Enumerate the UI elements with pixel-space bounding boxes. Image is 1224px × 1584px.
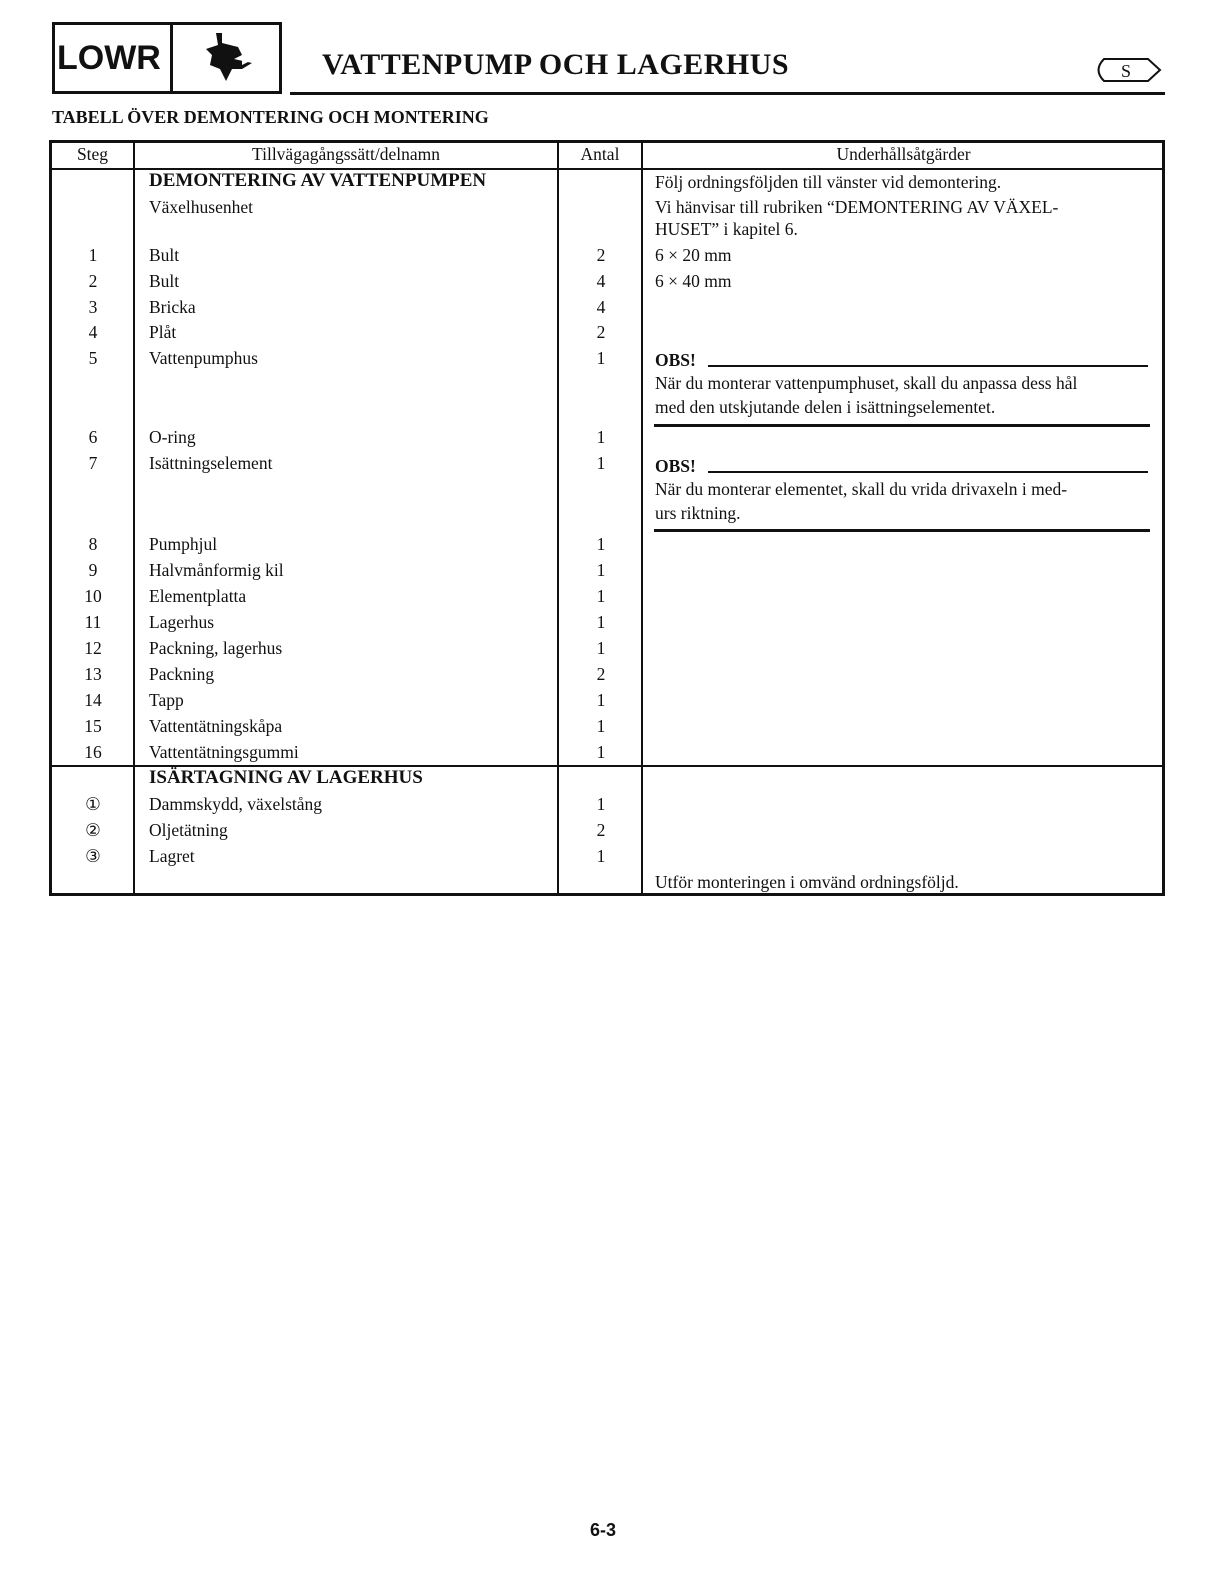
part-name: Pumphjul — [149, 534, 218, 554]
page-title: VATTENPUMP OCH LAGERHUS — [322, 48, 790, 81]
step-number: 13 — [84, 664, 102, 684]
part-quantity: 1 — [596, 716, 606, 736]
remark-text: HUSET” i kapitel 6. — [655, 219, 798, 239]
part-quantity: 1 — [596, 560, 606, 580]
lower-unit-icon — [176, 25, 279, 91]
step-number: 2 — [88, 271, 98, 291]
caution-text: När du monterar elementet, skall du vrida drivaxeln i med- — [655, 479, 1068, 499]
part-quantity: 2 — [596, 322, 606, 342]
step-number: 8 — [88, 534, 98, 554]
part-name: Lagret — [149, 846, 195, 866]
part-name: Bult — [149, 271, 180, 291]
part-name: O-ring — [149, 427, 196, 447]
part-quantity: 4 — [596, 271, 606, 291]
language-badge — [1090, 56, 1162, 84]
step-number: 3 — [88, 297, 98, 317]
step-number: 9 — [88, 560, 98, 580]
part-name: Dammskydd, växelstång — [149, 794, 323, 814]
caution-end-rule — [654, 424, 1150, 427]
part-quantity: 1 — [596, 348, 606, 368]
disassembly-table — [49, 140, 1165, 896]
part-name: Isättningselement — [149, 453, 273, 473]
remark-text: 6 × 20 mm — [655, 245, 732, 265]
assembly-name: Växelhusenhet — [149, 197, 253, 217]
part-name: Vattenpumphus — [149, 348, 258, 368]
remark-text: Följ ordningsföljden till vänster vid demontering. — [655, 172, 1002, 192]
title-rule — [290, 92, 1165, 95]
step-number: ② — [85, 820, 101, 840]
step-number: 5 — [88, 348, 98, 368]
part-name: Tapp — [149, 690, 184, 710]
part-quantity: 1 — [596, 534, 606, 554]
step-number: 6 — [88, 427, 98, 447]
step-number: 10 — [84, 586, 102, 606]
part-name: Bult — [149, 245, 180, 265]
remark-text: Vi hänvisar till rubriken “DEMONTERING AV VÄXEL- — [655, 197, 1059, 217]
remark-text: Utför monteringen i omvänd ordningsföljd. — [655, 872, 959, 892]
step-number: 4 — [88, 322, 98, 342]
part-name: Elementplatta — [149, 586, 247, 606]
column-header-procedure: Tillvägagångssätt/delnamn — [252, 144, 440, 164]
column-header-step: Steg — [76, 144, 109, 164]
step-number: 16 — [84, 742, 102, 762]
part-quantity: 1 — [596, 690, 606, 710]
section-heading: DEMONTERING AV VATTENPUMPEN — [149, 170, 487, 191]
remark-text: 6 × 40 mm — [655, 271, 732, 291]
step-number: ① — [85, 794, 101, 814]
part-name: Bricka — [149, 297, 196, 317]
step-number: 14 — [84, 690, 102, 710]
caution-label: OBS! — [655, 456, 696, 476]
part-name: Vattentätningskåpa — [149, 716, 283, 736]
part-quantity: 1 — [596, 846, 606, 866]
part-name: Oljetätning — [149, 820, 228, 840]
caution-text: urs riktning. — [655, 503, 741, 523]
part-quantity: 4 — [596, 297, 606, 317]
part-name: Packning — [149, 664, 215, 684]
caution-end-rule — [654, 529, 1150, 532]
step-number: 15 — [84, 716, 102, 736]
part-name: Packning, lagerhus — [149, 638, 283, 658]
step-number: 7 — [88, 453, 98, 473]
column-header-remarks: Underhållsåtgärder — [836, 144, 971, 164]
part-quantity: 1 — [596, 638, 606, 658]
part-quantity: 2 — [596, 664, 606, 684]
caution-rule — [708, 365, 1148, 367]
part-quantity: 1 — [596, 586, 606, 606]
part-name: Vattentätningsgummi — [149, 742, 299, 762]
part-quantity: 2 — [596, 820, 606, 840]
part-quantity: 2 — [596, 245, 606, 265]
caution-label: OBS! — [655, 350, 696, 370]
part-quantity: 1 — [596, 427, 606, 447]
part-quantity: 1 — [596, 794, 606, 814]
page-number: 6-3 — [590, 1520, 617, 1540]
part-quantity: 1 — [596, 612, 606, 632]
column-header-quantity: Antal — [580, 144, 620, 164]
part-quantity: 1 — [596, 742, 606, 762]
caution-text: När du monterar vattenpumphuset, skall du anpassa dess hål — [655, 373, 1078, 393]
column-divider — [557, 143, 559, 893]
part-name: Halvmånformig kil — [149, 560, 284, 580]
section-heading: ISÄRTAGNING AV LAGERHUS — [149, 767, 423, 788]
part-name: Plåt — [149, 322, 177, 342]
step-number: ③ — [85, 846, 101, 866]
section-header-box — [52, 22, 282, 94]
section-code: LOWR — [55, 25, 173, 91]
caution-rule — [708, 471, 1148, 473]
table-subtitle: TABELL ÖVER DEMONTERING OCH MONTERING — [52, 107, 489, 127]
part-name: Lagerhus — [149, 612, 215, 632]
language-badge-text: S — [1120, 61, 1132, 81]
step-number: 1 — [88, 245, 98, 265]
caution-text: med den utskjutande delen i isättningselementet. — [655, 397, 996, 417]
part-quantity: 1 — [596, 453, 606, 473]
step-number: 12 — [84, 638, 102, 658]
step-number: 11 — [84, 612, 102, 632]
